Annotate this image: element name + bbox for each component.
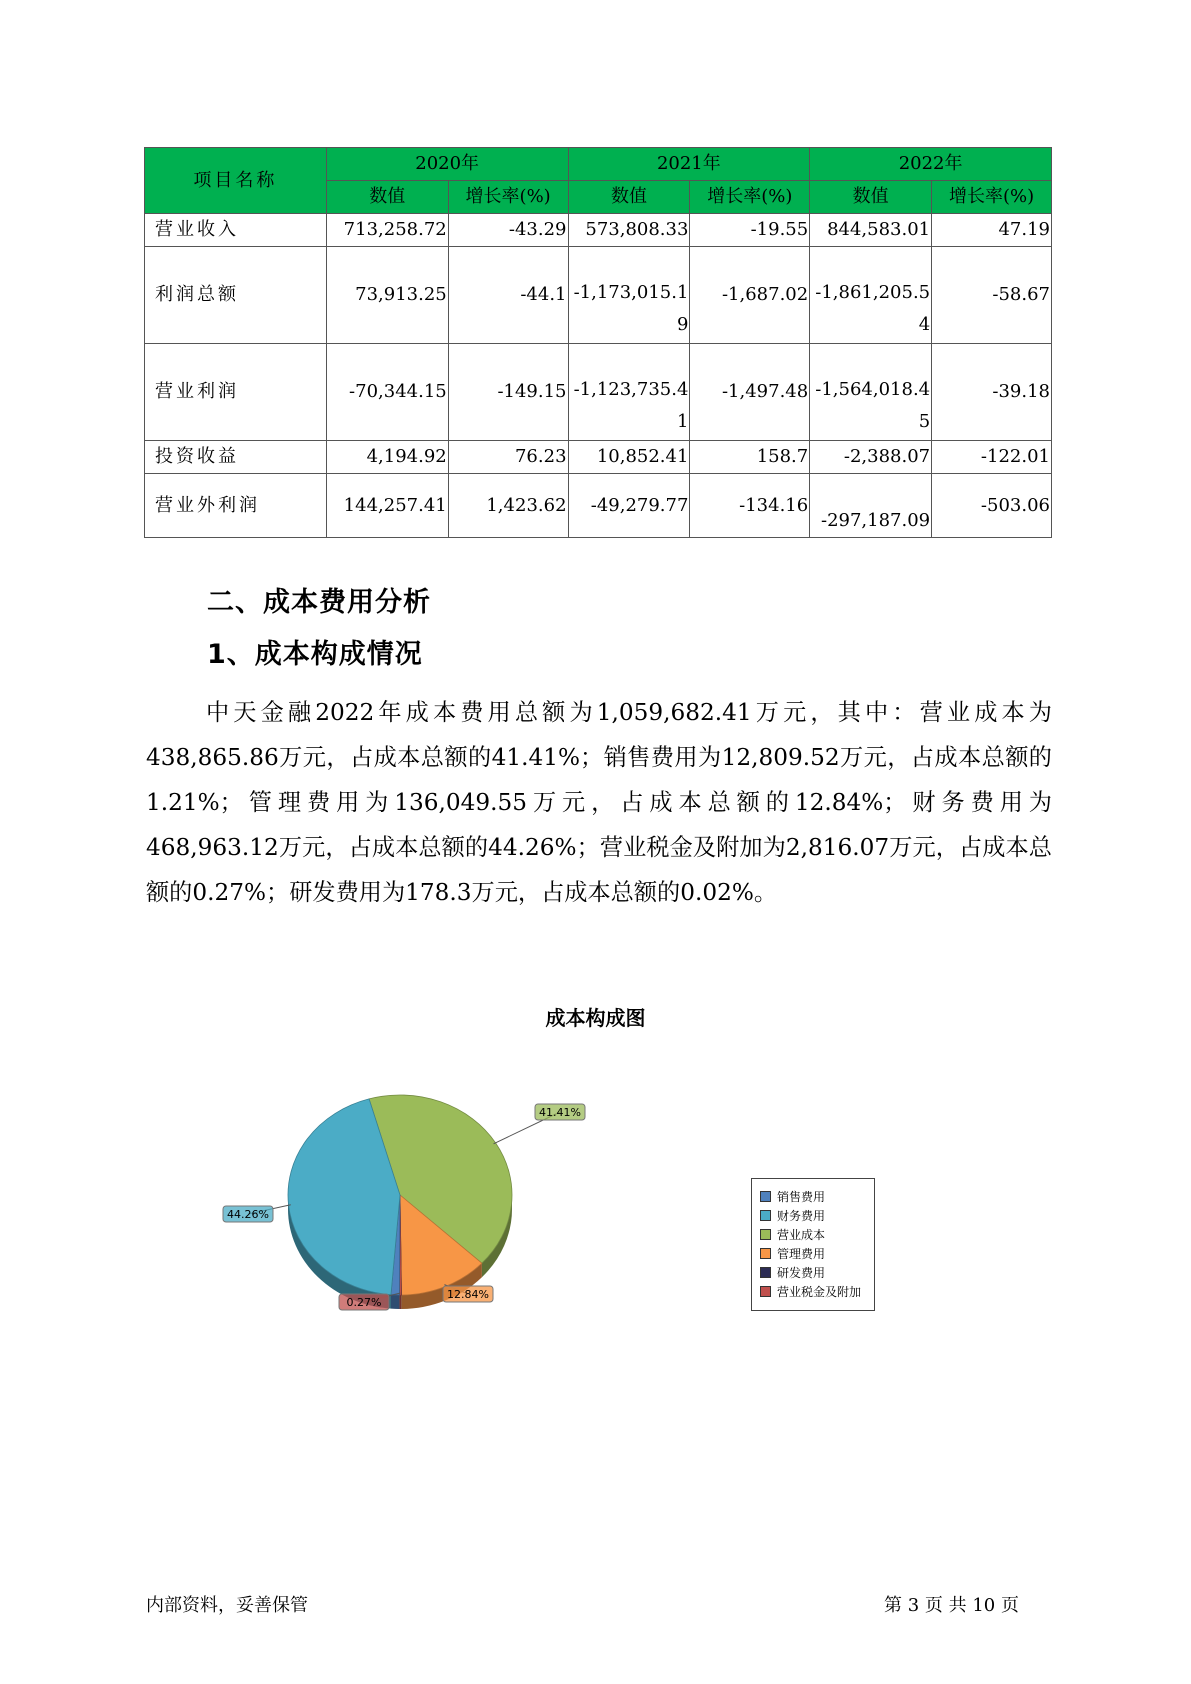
- table-cell: 844,583.01: [810, 214, 932, 247]
- header-value: 数值: [810, 181, 932, 214]
- table-cell: -58.67: [932, 247, 1052, 344]
- legend-label: 营业税金及附加: [777, 1285, 862, 1299]
- pie-data-label: 41.41%: [539, 1106, 581, 1119]
- legend-label: 营业成本: [777, 1228, 826, 1242]
- section-heading: 二、成本费用分析: [207, 587, 431, 618]
- legend-swatch: [760, 1267, 771, 1278]
- row-label: 投资收益: [145, 441, 327, 474]
- legend-item: [760, 1263, 868, 1282]
- header-value: 数值: [568, 181, 690, 214]
- header-year-2020: 2020年: [326, 148, 568, 181]
- table-cell: -43.29: [448, 214, 568, 247]
- table-cell: 73,913.25: [326, 247, 448, 344]
- legend-label: 财务费用: [777, 1209, 826, 1223]
- table-cell: -297,187.09: [810, 474, 932, 538]
- legend-swatch: [760, 1229, 771, 1240]
- legend-item: [760, 1187, 868, 1206]
- footer-page-number: 第 3 页 共 10 页: [884, 1595, 1019, 1616]
- pie-data-label: 44.26%: [227, 1208, 269, 1221]
- pie-slice-side: [399, 1295, 401, 1309]
- subsection-heading: 1、成本构成情况: [207, 639, 423, 670]
- table-cell: -49,279.77: [568, 474, 690, 538]
- table-row: [145, 344, 1052, 441]
- pie-slice-side: [391, 1295, 400, 1309]
- table-cell: -1,123,735.41: [568, 344, 690, 441]
- header-item-name: 项目名称: [145, 148, 327, 214]
- table-cell: -1,497.48: [690, 344, 810, 441]
- table-cell: 4,194.92: [326, 441, 448, 474]
- financial-table: [144, 147, 1052, 538]
- chart-title: 成本构成图: [545, 1006, 646, 1030]
- header-year-2021: 2021年: [568, 148, 810, 181]
- table-row: [145, 441, 1052, 474]
- table-cell: -1,564,018.45: [810, 344, 932, 441]
- table-cell: -19.55: [690, 214, 810, 247]
- table-row: [145, 474, 1052, 538]
- header-value: 数值: [326, 181, 448, 214]
- legend-swatch: [760, 1191, 771, 1202]
- header-growth: 增长率(%): [690, 181, 810, 214]
- table-cell: 158.7: [690, 441, 810, 474]
- table-cell: -44.1: [448, 247, 568, 344]
- pie-data-label: 0.27%: [346, 1296, 382, 1309]
- legend-item: [760, 1244, 868, 1263]
- legend-label: 销售费用: [777, 1190, 826, 1204]
- legend-swatch: [760, 1286, 771, 1297]
- pie-chart: [220, 1070, 640, 1330]
- legend-swatch: [760, 1210, 771, 1221]
- table-cell: -122.01: [932, 441, 1052, 474]
- row-label: 营业外利润: [145, 474, 327, 538]
- table-cell: 713,258.72: [326, 214, 448, 247]
- table-cell: 76.23: [448, 441, 568, 474]
- legend-label: 研发费用: [777, 1266, 826, 1280]
- legend-item: [760, 1225, 868, 1244]
- table-row: [145, 214, 1052, 247]
- chart-legend: [751, 1178, 875, 1311]
- table-cell: 47.19: [932, 214, 1052, 247]
- pie-data-label: 12.84%: [447, 1288, 489, 1301]
- legend-item: [760, 1206, 868, 1225]
- table-cell: -1,861,205.54: [810, 247, 932, 344]
- row-label: 营业收入: [145, 214, 327, 247]
- legend-item: [760, 1282, 868, 1301]
- table-cell: -70,344.15: [326, 344, 448, 441]
- cost-paragraph: 中天金融2022年成本费用总额为1,059,682.41万元，其中：营业成本为438,865.86万元，占成本总额的41.41%；销售费用为12,809.52万元，占成本总额的1.21%；管理费用为136,049.55万元，占成本总额的12.84%；财务费用为468,963.12万元，占成本总额的44.26%；营业税金及附加为2,816.07万元，占成本总额的0.27%；研发费用为178.3万元，占成本总额的0.02%。: [146, 699, 1052, 906]
- table-cell: 573,808.33: [568, 214, 690, 247]
- table-cell: -39.18: [932, 344, 1052, 441]
- table-row: [145, 247, 1052, 344]
- table-cell: -134.16: [690, 474, 810, 538]
- table-cell: -2,388.07: [810, 441, 932, 474]
- row-label: 利润总额: [145, 247, 327, 344]
- table-cell: -149.15: [448, 344, 568, 441]
- header-year-2022: 2022年: [810, 148, 1052, 181]
- table-cell: 1,423.62: [448, 474, 568, 538]
- header-growth: 增长率(%): [448, 181, 568, 214]
- legend-swatch: [760, 1248, 771, 1259]
- footer-confidential: 内部资料，妥善保管: [146, 1595, 308, 1616]
- table-cell: 10,852.41: [568, 441, 690, 474]
- table-cell: -1,687.02: [690, 247, 810, 344]
- table-cell: -1,173,015.19: [568, 247, 690, 344]
- table-cell: 144,257.41: [326, 474, 448, 538]
- row-label: 营业利润: [145, 344, 327, 441]
- header-growth: 增长率(%): [932, 181, 1052, 214]
- table-cell: -503.06: [932, 474, 1052, 538]
- legend-label: 管理费用: [777, 1247, 826, 1261]
